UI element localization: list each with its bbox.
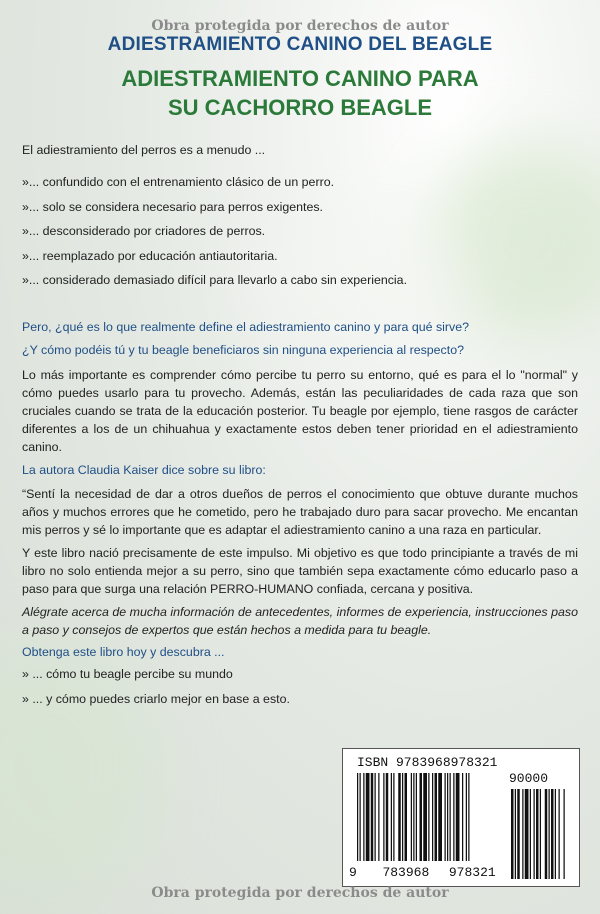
ean-group-1: 783968 (382, 865, 430, 880)
discover-item: » ... y cómo puedes criarlo mejor en base a esto. (22, 691, 290, 706)
addon-bar (545, 789, 548, 879)
barcode-bar (445, 773, 446, 861)
addon-bar (530, 789, 531, 879)
paragraph-highlights: Alégrate acerca de mucha información de antecedentes, informes de experiencia, instrucciones paso a paso y consejos de expertos que están hechos a medida para tu beagle. (22, 605, 578, 637)
addon-bar (564, 789, 565, 879)
bullet-list (22, 173, 578, 289)
book-title (0, 64, 600, 122)
barcode-bar (450, 773, 451, 861)
barcode-bar (462, 773, 463, 861)
barcode-bar (456, 773, 460, 861)
discover-list (22, 665, 578, 708)
barcode-bar (438, 773, 442, 861)
barcode-bar (420, 773, 423, 861)
addon-bar (511, 789, 514, 879)
barcode-bar (393, 773, 394, 861)
addon-bar (555, 789, 556, 879)
barcode-bar (413, 773, 414, 861)
barcode-bar (378, 773, 379, 861)
book-title-line-2: SU CACHORRO BEAGLE (167, 95, 432, 120)
series-title: ADIESTRAMIENTO CANINO DEL BEAGLE (107, 34, 493, 55)
barcode-bar (383, 773, 384, 861)
intro-text: El adiestramiento del perros es a menudo ... (22, 143, 266, 157)
barcode-bar (411, 773, 412, 861)
barcode-bar (423, 773, 427, 861)
barcode-bar (386, 773, 389, 861)
barcode-bar (366, 773, 370, 861)
barcode-bar (398, 773, 401, 861)
barcode-bar (432, 773, 433, 861)
barcode-bar (357, 773, 358, 861)
bullet-item: »... considerado demasiado difícil para llevarlo a cabo sin experiencia. (22, 273, 408, 287)
barcode-bar (447, 773, 448, 861)
author-heading: La autora Claudia Kaiser dice sobre su libro: (22, 463, 266, 477)
addon-bar (540, 789, 541, 879)
addon-bar (559, 789, 560, 879)
barcode-bar (375, 773, 376, 861)
discover-item: » ... cómo tu beagle percibe su mundo (22, 667, 233, 681)
bullet-item: »... desconsiderado por criadores de perros. (22, 224, 266, 238)
addon-bar (551, 789, 554, 879)
price-code: 90000 (509, 771, 549, 786)
copyright-watermark-top: Obra protegida por derechos de autor (151, 18, 449, 34)
addon-bar (517, 789, 520, 879)
intro-section (22, 141, 578, 296)
paragraph-perception: Lo más importante es comprender cómo percibe tu perro su entorno, qué es para el lo "normal" y cómo puedes usarlo para tu provecho. Además, están las peculiaridades de cada raza que son cruciales cuando se trata de la educación posterior. Tu beagle por ejemplo, tiene rasgos de carácter diferentes a los de un chihuahua y exactamente estos deben tener prioridad en el adiestramiento canino. (22, 368, 578, 454)
barcode-bar (428, 773, 429, 861)
addon-bar (525, 789, 529, 879)
question-2: ¿Y cómo podéis tú y tu beagle beneficiaros sin ninguna experiencia al respecto? (22, 343, 464, 357)
barcode-bar (363, 773, 364, 861)
bullet-item: »... solo se considera necesario para perros exigentes. (22, 199, 323, 214)
barcode-bar (435, 773, 438, 861)
author-quote: “Sentí la necesidad de dar a otros dueños de perros el conocimiento que obtuve durante muchos años y muchos errores que he cometido, pero he trabajado duro para sacar provecho. Me encantan mis perros y sé lo importante que es adaptar el adiestramiento canino a una raza en particular. (22, 487, 578, 537)
obtain-heading: Obtenga este libro hoy y descubra ... (22, 645, 225, 659)
barcode-bar (468, 773, 469, 861)
bullet-item: »... reemplazado por educación antiautoritaria. (22, 248, 278, 263)
book-title-line-1: ADIESTRAMIENTO CANINO PARA (121, 66, 479, 91)
barcode-bar (360, 773, 361, 861)
isbn-barcode (342, 748, 580, 887)
barcode-bar (416, 773, 417, 861)
ean-group-2: 978321 (448, 865, 496, 880)
ean-first-digit: 9 (349, 865, 357, 880)
main-section (22, 318, 578, 714)
paragraph-objective: Y este libro nació precisamente de este impulso. Mi objetivo es que todo principiante a través de mi libro no solo entienda mejor a su perro, sino que también sepa exactamente cómo educarlo paso a paso para que surga una relación PERRO-HUMANO confiada, cercana y positiva. (22, 546, 578, 596)
question-1: Pero, ¿qué es lo que realmente define el adiestramiento canino y para qué sirve? (22, 320, 470, 334)
barcode-bar (402, 773, 403, 861)
addon-bar (549, 789, 550, 879)
barcode-bar (391, 773, 392, 861)
bullet-item: »... confundido con el entrenamiento clásico de un perro. (22, 175, 335, 189)
addon-bar (536, 789, 539, 879)
isbn-label: ISBN 9783968978321 (357, 755, 498, 770)
addon-bar (534, 789, 535, 879)
copyright-watermark-bottom: Obra protegida por derechos de autor (151, 885, 449, 901)
ean-digits (349, 865, 509, 880)
addon-bar (522, 789, 523, 879)
addon-bar (515, 789, 516, 879)
barcode-bar (371, 773, 374, 861)
barcode-bar (405, 773, 408, 861)
barcode-bar (453, 773, 454, 861)
barcode-bar (466, 773, 467, 861)
